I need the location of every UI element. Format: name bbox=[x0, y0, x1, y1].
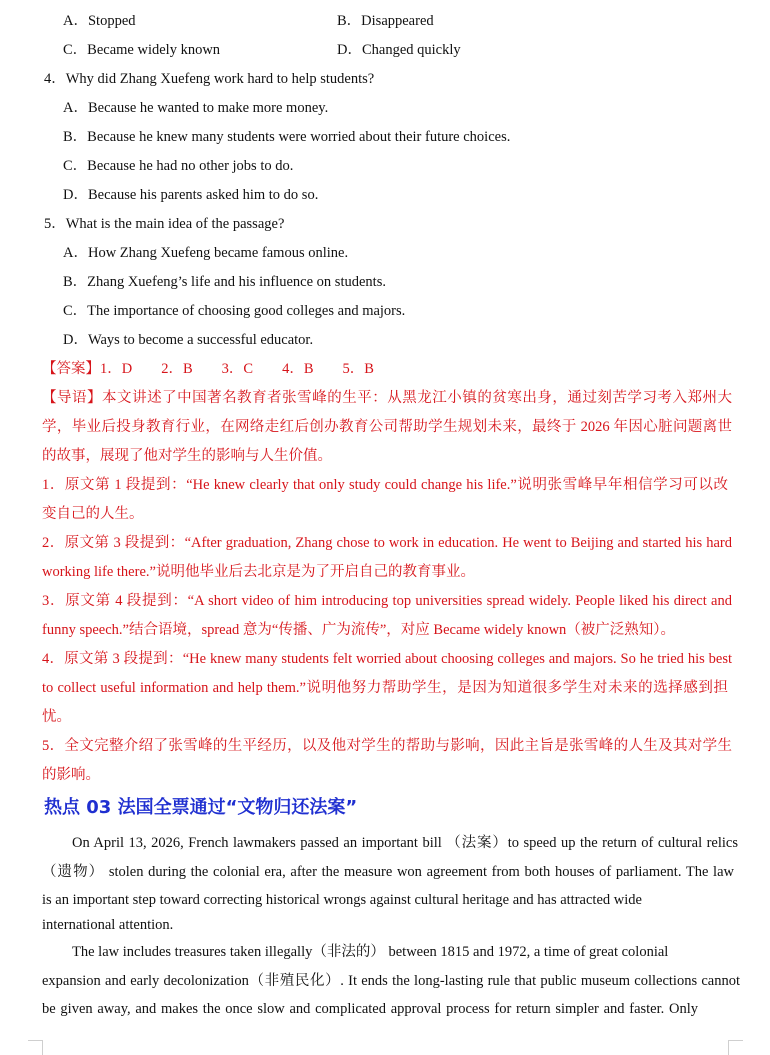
explanation-line: 4．原文第 3 段提到：“He knew many students felt worried about choosing colleges and majors. So he tried his best bbox=[42, 651, 732, 667]
section-heading: 热点 03 法国全票通过“文物归还法案” bbox=[44, 797, 358, 818]
q4-option-b: B．Because he knew many students were worried about their future choices. bbox=[63, 129, 511, 145]
explanation-line: 的影响。 bbox=[42, 767, 100, 783]
guide-line: 的故事，展现了他对学生的影响与人生价值。 bbox=[42, 448, 332, 464]
explanation-line: 1．原文第 1 段提到：“He knew clearly that only study could change his life.”说明张雪峰早年相信学习可以改 bbox=[42, 477, 728, 493]
q4-question: 4．Why did Zhang Xuefeng work hard to help students? bbox=[44, 71, 375, 87]
q3-option-a: A．Stopped bbox=[63, 13, 136, 29]
q5-option-b: B．Zhang Xuefeng’s life and his influence on students. bbox=[63, 274, 386, 290]
explanation-line: 3．原文第 4 段提到：“A short video of him introducing top universities spread widely. People liked his direct and bbox=[42, 593, 732, 609]
passage-line: expansion and early decolonization（非殖民化）. It ends the long-lasting rule that public museum collections cannot bbox=[42, 973, 740, 989]
passage-line: international attention. bbox=[42, 917, 174, 933]
q3-option-d: D．Changed quickly bbox=[337, 42, 461, 58]
guide-line: 学，毕业后投身教育行业，在网络走红后创办教育公司帮助学生规划未来，最终于 2026 年因心脏问题离世 bbox=[42, 419, 732, 435]
crop-mark-bottom-left bbox=[28, 1040, 43, 1055]
q3-option-b: B．Disappeared bbox=[337, 13, 434, 29]
explanation-line: to collect useful information and help them.”说明他努力帮助学生，是因为知道很多学生对未来的选择感到担 bbox=[42, 680, 728, 696]
passage-line: On April 13, 2026, French lawmakers passed an important bill （法案）to speed up the return of cultural relics bbox=[72, 835, 738, 851]
explanation-line: 忧。 bbox=[42, 709, 71, 725]
q4-option-a: A．Because he wanted to make more money. bbox=[63, 100, 329, 116]
q5-option-c: C．The importance of choosing good colleges and majors. bbox=[63, 303, 406, 319]
passage-line: The law includes treasures taken illegally（非法的） between 1815 and 1972, a time of great colonial bbox=[72, 944, 669, 960]
explanation-line: funny speech.”结合语境，spread 意为“传播、广为流传”，对应 Became widely known（被广泛熟知）。 bbox=[42, 622, 676, 638]
explanation-line: 5．全文完整介绍了张雪峰的生平经历，以及他对学生的帮助与影响，因此主旨是张雪峰的人生及其对学生 bbox=[42, 738, 732, 754]
guide-line: 【导语】本文讲述了中国著名教育者张雪峰的生平：从黑龙江小镇的贫寒出身，通过刻苦学习考入郑州大 bbox=[42, 390, 732, 406]
answer-key: 【答案】1．D 2．B 3．C 4．B 5．B bbox=[42, 361, 374, 377]
explanation-line: 2．原文第 3 段提到：“After graduation, Zhang chose to work in education. He went to Beijing and started his hard bbox=[42, 535, 732, 551]
crop-mark-bottom-right bbox=[728, 1040, 743, 1055]
q5-option-a: A．How Zhang Xuefeng became famous online. bbox=[63, 245, 349, 261]
passage-line: is an important step toward correcting historical wrongs against cultural heritage and has attracted wide bbox=[42, 892, 642, 908]
passage-line: （遗物） stolen during the colonial era, after the measure won agreement from both houses of parliament. The law bbox=[42, 864, 734, 880]
passage-line: be given away, and makes the once slow and complicated approval process for return simpler and faster. Only bbox=[42, 1001, 698, 1017]
explanation-line: 变自己的人生。 bbox=[42, 506, 144, 522]
q4-option-c: C．Because he had no other jobs to do. bbox=[63, 158, 294, 174]
q5-question: 5．What is the main idea of the passage? bbox=[44, 216, 285, 232]
q3-option-c: C．Became widely known bbox=[63, 42, 221, 58]
q5-option-d: D．Ways to become a successful educator. bbox=[63, 332, 314, 348]
explanation-line: working life there.”说明他毕业后去北京是为了开启自己的教育事业。 bbox=[42, 564, 475, 580]
q4-option-d: D．Because his parents asked him to do so. bbox=[63, 187, 319, 203]
